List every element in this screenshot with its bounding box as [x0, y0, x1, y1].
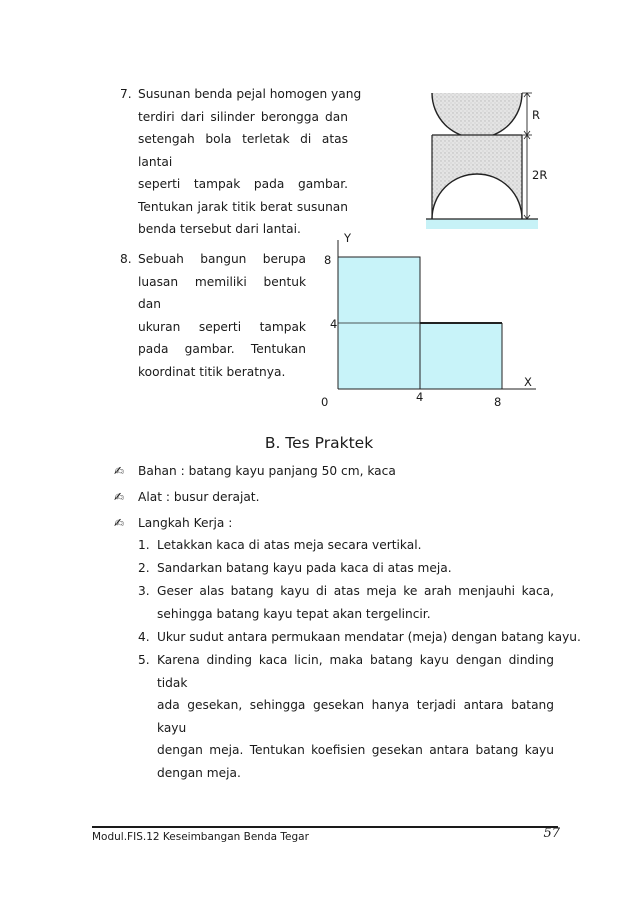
problem-8-line: Sebuah bangun berupa [138, 252, 306, 266]
step-text [157, 649, 554, 784]
section-title: B. Tes Praktek [264, 434, 374, 452]
step-number: 4. [138, 630, 150, 644]
problem-7-text [138, 83, 362, 241]
cylinder-shape [432, 135, 522, 219]
area-shape-figure [312, 230, 544, 410]
step-line: Geser alas batang kayu di atas meja ke arah menjauhi kaca, [157, 584, 554, 598]
page-number: 57 [543, 826, 560, 841]
problem-8-text [138, 248, 306, 383]
step-text: Letakkan kaca di atas meja secara vertikal. [157, 538, 422, 552]
problem-7-line: benda tersebut dari lantai. [138, 222, 301, 236]
problem-7-line: seperti tampak pada gambar. [138, 177, 348, 191]
y-tick-label: 4 [330, 317, 338, 331]
problem-7-line: setengah bola terletak di atas lantai [138, 132, 348, 169]
problem-7-number: 7. [120, 87, 132, 101]
label-2r: 2R [532, 168, 548, 182]
x-axis-label: X [524, 375, 532, 389]
step-text: Sandarkan batang kayu pada kaca di atas meja. [157, 561, 452, 575]
bahan-item: Bahan : batang kayu panjang 50 cm, kaca [138, 464, 396, 478]
problem-7-line: Tentukan jarak titik berat susunan [138, 199, 348, 214]
x-tick-label: 8 [494, 395, 502, 409]
step-line: dengan meja. Tentukan koefisien gesekan antara batang kayu [157, 743, 554, 757]
y-tick-label: 8 [324, 253, 332, 267]
x-tick-label: 4 [416, 390, 424, 404]
step-number: 2. [138, 561, 150, 575]
cylinder-hemisphere-figure [420, 88, 550, 233]
problem-8-line: pada gambar. Tentukan [138, 342, 306, 356]
pen-icon: ✍ [113, 490, 125, 504]
step-number: 1. [138, 538, 150, 552]
x-tick-label: 0 [321, 395, 329, 409]
alat-item: Alat : busur derajat. [138, 490, 260, 504]
step-text: Ukur sudut antara permukaan mendatar (meja) dengan batang kayu. [157, 630, 581, 644]
step-line: ada gesekan, sehingga gesekan hanya terjadi antara batang kayu [157, 698, 554, 735]
problem-7-line: terdiri dari silinder berongga dan [138, 109, 348, 124]
problem-8-line: ukuran seperti tampak [138, 319, 306, 334]
problem-7-line: Susunan benda pejal homogen yang [138, 87, 362, 101]
langkah-item: Langkah Kerja : [138, 516, 233, 530]
floor-shape [426, 219, 538, 229]
pen-icon: ✍ [113, 464, 125, 478]
footer-title: Modul.FIS.12 Keseimbangan Benda Tegar [92, 831, 309, 843]
problem-8-number: 8. [120, 252, 132, 266]
step-number: 3. [138, 584, 150, 598]
step-number: 5. [138, 653, 150, 667]
hemisphere-shape [432, 93, 522, 138]
label-r: R [532, 108, 540, 122]
footer-rule [92, 826, 558, 828]
problem-8-line: luasan memiliki bentuk dan [138, 274, 306, 311]
pen-icon: ✍ [113, 516, 125, 530]
step-line: sehingga batang kayu tepat akan tergelincir. [157, 606, 431, 621]
step-line: dengan meja. [157, 765, 241, 780]
step-text [157, 580, 554, 625]
step-line: Karena dinding kaca licin, maka batang kayu dengan dinding tidak [157, 653, 554, 690]
problem-8-line: koordinat titik beratnya. [138, 364, 286, 379]
y-axis-label: Y [344, 231, 352, 245]
short-rectangle [420, 323, 502, 389]
